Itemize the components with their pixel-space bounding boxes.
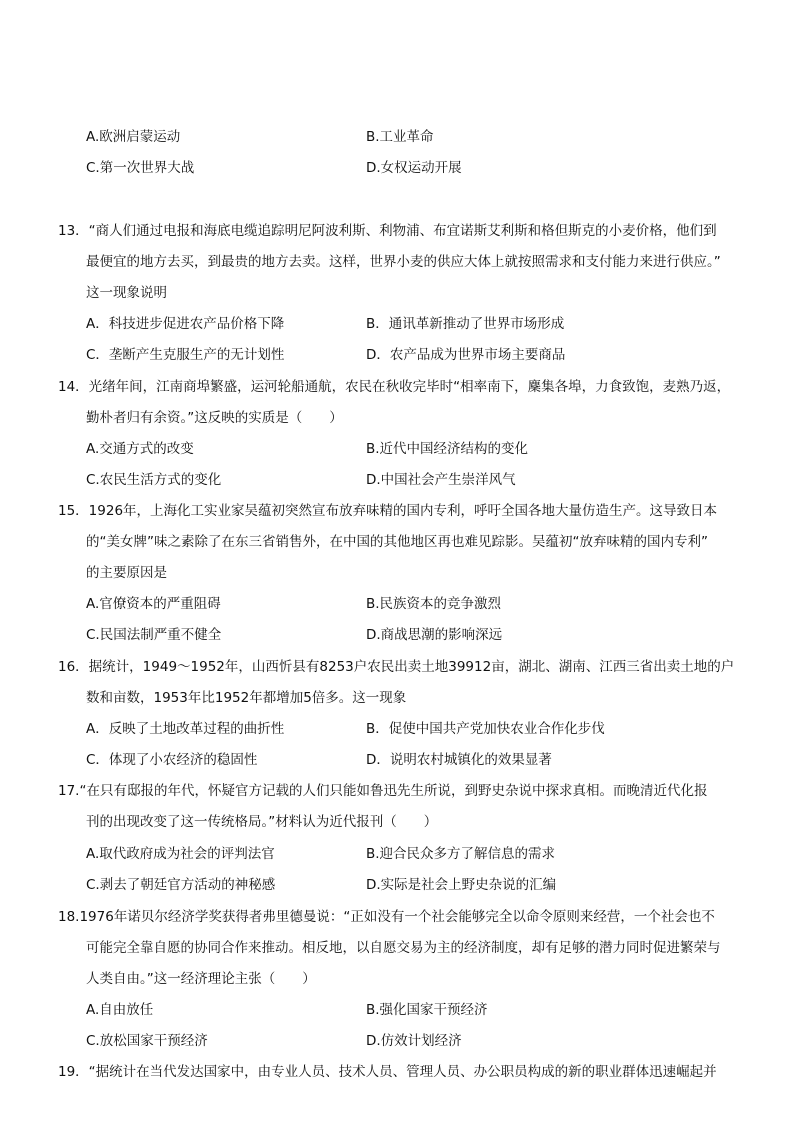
q17-option-d[interactable]: D.实际是社会上野史杂说的汇编 <box>366 877 557 893</box>
q17-line-1: 17.“在只有邸报的年代，怀疑官方记载的人们只能如鲁迅先生所说，到野史杂说中探求真相。而晚清近代化报 <box>58 783 708 799</box>
q14-option-d[interactable]: D.中国社会产生崇洋风气 <box>366 472 516 488</box>
q13-option-c[interactable]: C．垄断产生克服生产的无计划性 <box>86 347 285 363</box>
q14-line-1: 14．光绪年间，江南商埠繁盛，运河轮船通航，农民在秋收完毕时“相率南下，麇集各埠，力食致饱，麦熟乃返， <box>58 379 731 395</box>
q17-options <box>86 839 746 901</box>
q14-line-2: 勤朴者归有余资。”这反映的实质是（ ） <box>86 410 343 426</box>
q13-line-1: 13．“商人们通过电报和海底电缆追踪明尼阿波利斯、利物浦、布宜诺斯艾利斯和格但斯克的小麦价格，他们到 <box>58 223 717 239</box>
q16-option-a[interactable]: A．反映了土地改革过程的曲折性 <box>86 721 285 737</box>
q15-option-d[interactable]: D.商战思潮的影响深远 <box>366 627 503 643</box>
q17-line-2: 刊的出现改变了这一传统格局。”材料认为近代报刊（ ） <box>86 814 438 830</box>
q16-line-1: 16．据统计，1949～1952年，山西忻县有8253户农民出卖土地39912亩，湖北、湖南、江西三省出卖土地的户 <box>58 659 735 675</box>
q18-options <box>86 995 746 1057</box>
q15-line-3: 的主要原因是 <box>86 565 167 581</box>
q13-option-a[interactable]: A．科技进步促进农产品价格下降 <box>86 316 285 332</box>
q12-option-c[interactable]: C.第一次世界大战 <box>86 160 195 176</box>
q16-stem <box>58 652 748 714</box>
q18-option-c[interactable]: C.放松国家干预经济 <box>86 1033 208 1049</box>
q19-line-1: 19．“据统计在当代发达国家中，由专业人员、技术人员、管理人员、办公职员构成的新的职业群体迅速崛起并 <box>58 1064 717 1080</box>
q17-option-a[interactable]: A.取代政府成为社会的评判法官 <box>86 846 275 862</box>
q15-option-b[interactable]: B.民族资本的竞争激烈 <box>366 596 502 612</box>
q18-option-b[interactable]: B.强化国家干预经济 <box>366 1002 488 1018</box>
q13-options <box>86 309 746 371</box>
q14-options <box>86 434 746 496</box>
q12-option-a[interactable]: A.欧洲启蒙运动 <box>86 129 181 145</box>
q15-stem <box>58 496 748 589</box>
q14-stem <box>58 372 748 434</box>
q16-option-b[interactable]: B．促使中国共产党加快农业合作化步伐 <box>366 721 605 737</box>
q14-option-b[interactable]: B.近代中国经济结构的变化 <box>366 441 529 457</box>
q13-option-d[interactable]: D．农产品成为世界市场主要商品 <box>366 347 566 363</box>
q16-option-d[interactable]: D．说明农村城镇化的效果显著 <box>366 752 552 768</box>
q13-option-b[interactable]: B．通讯革新推动了世界市场形成 <box>366 316 565 332</box>
q17-option-b[interactable]: B.迎合民众多方了解信息的需求 <box>366 846 556 862</box>
q13-line-2: 最便宜的地方去买，到最贵的地方去卖。这样，世界小麦的供应大体上就按照需求和支付能力来进行供应。” <box>86 254 721 270</box>
q17-option-c[interactable]: C.剥去了朝廷官方活动的神秘感 <box>86 877 276 893</box>
q13-line-3: 这一现象说明 <box>86 285 167 301</box>
q15-option-c[interactable]: C.民国法制严重不健全 <box>86 627 222 643</box>
q19-stem <box>58 1057 748 1088</box>
q15-options <box>86 589 746 651</box>
q16-option-c[interactable]: C．体现了小农经济的稳固性 <box>86 752 258 768</box>
q18-line-3: 人类自由。”这一经济理论主张（ ） <box>86 971 316 987</box>
q14-option-a[interactable]: A.交通方式的改变 <box>86 441 194 457</box>
q18-option-d[interactable]: D.仿效计划经济 <box>366 1033 462 1049</box>
q16-line-2: 数和亩数，1953年比1952年都增加5倍多。这一现象 <box>86 690 407 706</box>
q18-line-2: 可能完全靠自愿的协同合作来推动。相反地，以自愿交易为主的经济制度，却有足够的潜力同时促进繁荣与 <box>86 940 721 956</box>
q15-line-2: 的“美女牌”味之素除了在东三省销售外，在中国的其他地区再也难见踪影。吴蕴初“放弃味精的国内专利” <box>86 534 708 550</box>
q18-stem <box>58 902 748 995</box>
q14-option-c[interactable]: C.农民生活方式的变化 <box>86 472 222 488</box>
q15-line-1: 15．1926年，上海化工实业家吴蕴初突然宣布放弃味精的国内专利，呼吁全国各地大量仿造生产。这导致日本 <box>58 503 718 519</box>
q16-options <box>86 714 746 776</box>
q15-option-a[interactable]: A.官僚资本的严重阻碍 <box>86 596 221 612</box>
q12-option-d[interactable]: D.女权运动开展 <box>366 160 462 176</box>
q18-line-1: 18.1976年诺贝尔经济学奖获得者弗里德曼说：“正如没有一个社会能够完全以命令原则来经营，一个社会也不 <box>58 909 715 925</box>
q13-stem <box>58 216 748 309</box>
q12-option-b[interactable]: B.工业革命 <box>366 129 434 145</box>
q17-stem <box>58 776 748 838</box>
q18-option-a[interactable]: A.自由放任 <box>86 1002 154 1018</box>
q12-options <box>86 122 746 184</box>
